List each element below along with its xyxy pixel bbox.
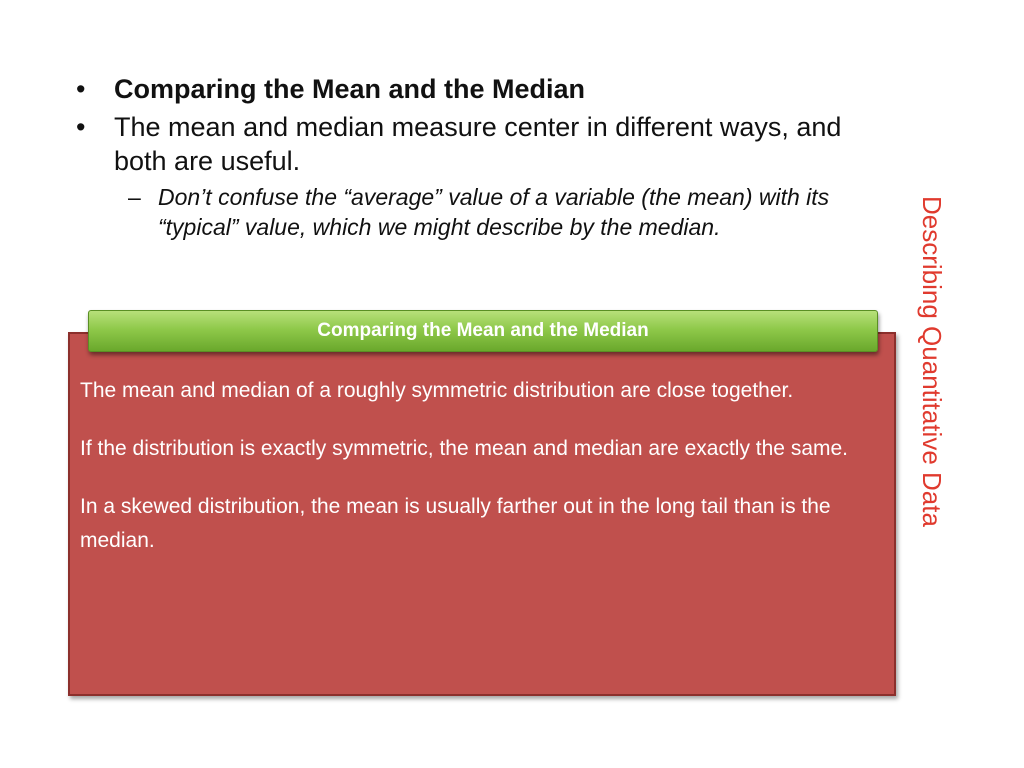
sub-bullet-dash: – bbox=[128, 184, 141, 210]
panel-paragraph: If the distribution is exactly symmetric, the mean and median are exactly the same. bbox=[80, 437, 849, 460]
bullet-text: The mean and median measure center in different ways, and both are useful. bbox=[114, 112, 842, 176]
bullet-item-mean-median bbox=[72, 110, 872, 178]
sub-bullet-text: Don’t confuse the “average” value of a variable (the mean) with its “typical” value, which we might describe by the median. bbox=[158, 184, 830, 240]
bullet-list bbox=[72, 72, 872, 242]
bullet-dot: • bbox=[76, 112, 86, 142]
sub-bullet-item bbox=[72, 182, 872, 242]
panel-body bbox=[80, 374, 880, 582]
bullet-text: Comparing the Mean and the Median bbox=[114, 74, 586, 104]
panel-header: Comparing the Mean and the Median bbox=[88, 310, 878, 352]
bullet-item-title bbox=[72, 72, 872, 106]
side-title: Describing Quantitative Data bbox=[917, 196, 947, 527]
bullet-dot: • bbox=[76, 74, 86, 104]
panel-paragraph: In a skewed distribution, the mean is usually farther out in the long tail than is the median. bbox=[80, 495, 831, 552]
panel-paragraph: The mean and median of a roughly symmetric distribution are close together. bbox=[80, 379, 794, 402]
